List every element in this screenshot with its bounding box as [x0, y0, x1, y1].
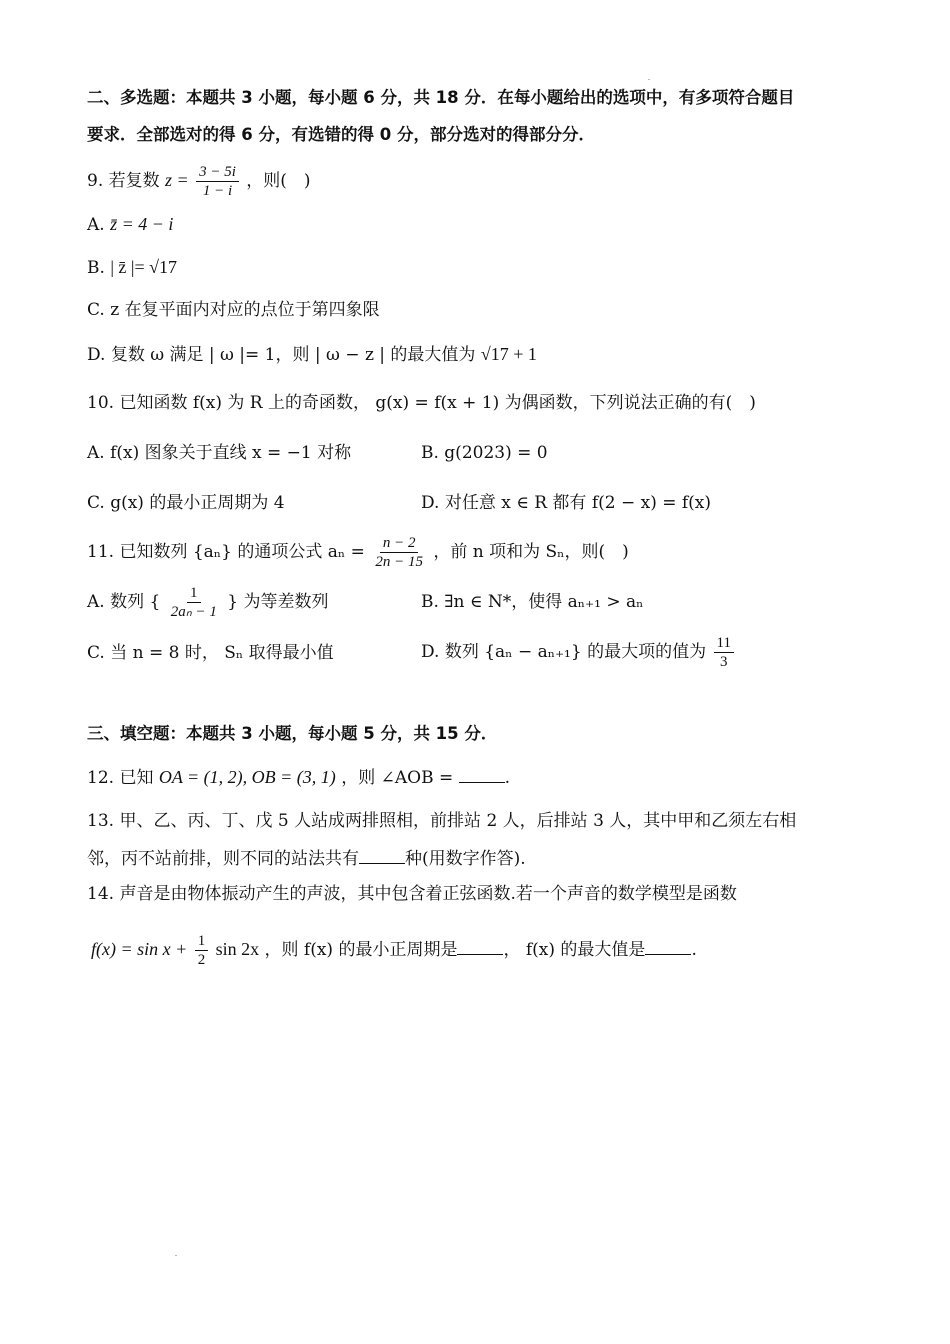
- q12: [87, 764, 510, 790]
- q11-option-d: [421, 634, 736, 671]
- q11-a-prefix: A. 数列 {: [87, 592, 161, 612]
- q9-option-d: [87, 342, 537, 367]
- q11-d-fraction: [714, 634, 734, 671]
- q11-a-fraction: [168, 584, 220, 621]
- q13-line2: [87, 845, 526, 871]
- q14-f-suffix: sin 2x: [215, 939, 260, 959]
- q11-option-b: B. ∃n ∈ N*，使得 aₙ₊₁ > aₙ: [421, 592, 644, 612]
- q11-den: 2n − 15: [375, 554, 423, 570]
- q12-vectors: OA = (1, 2), OB = (3, 1): [158, 767, 336, 787]
- q9-d-text: D. 复数 ω 满足 | ω |= 1，则 | ω − z | 的最大值为: [87, 345, 476, 365]
- q11-d-num: 11: [714, 634, 734, 653]
- q14-fraction: [195, 932, 209, 969]
- q9-a-label: A.: [87, 215, 105, 235]
- q13-answer-blank[interactable]: [359, 845, 405, 864]
- q10-option-a: A. f(x) 图象关于直线 x = −1 对称: [87, 443, 352, 463]
- q11-a-num: 1: [187, 584, 201, 603]
- q14-f-prefix: f(x) = sin x +: [91, 939, 188, 959]
- q12-suffix: .: [504, 768, 511, 788]
- q9-den: 1 − i: [202, 183, 233, 199]
- q11-stem-prefix: 11. 已知数列 {aₙ} 的通项公式 aₙ =: [87, 542, 365, 562]
- q9-option-b: [87, 255, 177, 280]
- q9-option-c: C. z 在复平面内对应的点位于第四象限: [87, 300, 380, 320]
- q9-a-math: z̄ = 4 − i: [110, 214, 174, 234]
- section3-title: 三、填空题：本题共 3 小题，每小题 5 分，共 15 分．: [87, 724, 498, 743]
- section2-line1: 二、多选题：本题共 3 小题，每小题 6 分，共 18 分．在每小题给出的选项中，有多项符合题目: [87, 88, 795, 107]
- q10-option-c: C. g(x) 的最小正周期为 4: [87, 493, 285, 513]
- q14-line2: [91, 929, 697, 970]
- q14-mid3: f(x) 的最大值是: [525, 940, 646, 960]
- q9-b-label: B.: [87, 258, 105, 278]
- q11-option-a: [87, 584, 328, 621]
- section2-line2: 要求．全部选对的得 6 分，有选错的得 0 分，部分选对的得部分分．: [87, 125, 595, 144]
- q12-prefix: 12. 已知: [87, 768, 154, 788]
- q14-den: 2: [197, 952, 206, 968]
- q9-d-math: √17 + 1: [480, 344, 537, 364]
- q11-option-c: C. 当 n = 8 时， Sₙ 取得最小值: [87, 643, 334, 663]
- q13-line2-prefix: 邻，丙不站前排，则不同的站法共有: [87, 849, 359, 869]
- q9-num: 3 − 5i: [196, 163, 239, 182]
- q14-end: .: [691, 940, 697, 960]
- q9-stem-prefix: 9. 若复数: [87, 171, 160, 191]
- q9-z-eq: z =: [165, 170, 189, 190]
- q9-option-a: [87, 212, 173, 237]
- q14-max-blank[interactable]: [645, 936, 691, 955]
- q11-fraction: [372, 534, 426, 571]
- q11-stem-suffix: ，前 n 项和为 Sₙ，则( ): [433, 542, 629, 562]
- q10-stem: 10. 已知函数 f(x) 为 R 上的奇函数， g(x) = f(x + 1) 为偶函数，下列说法正确的有( ): [87, 393, 756, 413]
- q12-mid: ，则 ∠AOB =: [341, 768, 454, 788]
- q12-answer-blank[interactable]: [459, 764, 505, 783]
- q14-num: 1: [195, 932, 209, 951]
- q10-option-d: D. 对任意 x ∈ R 都有 f(2 − x) = f(x): [421, 493, 712, 513]
- q11-d-prefix: D. 数列 {aₙ − aₙ₊₁} 的最大项的值为: [421, 642, 707, 662]
- q11-stem: [87, 534, 629, 571]
- q9-stem: [87, 162, 311, 200]
- q11-a-suffix: } 为等差数列: [227, 592, 329, 612]
- q10-option-b: B. g(2023) = 0: [421, 443, 548, 463]
- q9-b-math: | z̄ |= √17: [110, 257, 178, 277]
- scan-speck-bottom: [175, 1255, 177, 1256]
- q14-mid1: ，则 f(x) 的最小正周期是: [264, 940, 458, 960]
- q11-a-den: 2aₙ − 1: [170, 604, 217, 620]
- scan-speck: [648, 79, 650, 80]
- q9-stem-suffix: ，则( ): [246, 171, 311, 191]
- q14-period-blank[interactable]: [457, 936, 503, 955]
- q11-d-den: 3: [719, 654, 728, 670]
- q13-line1: 13. 甲、乙、丙、丁、戊 5 人站成两排照相，前排站 2 人，后排站 3 人，其中甲和乙须左右相: [87, 811, 797, 831]
- q9-fraction: [196, 163, 239, 200]
- q14-line1: 14. 声音是由物体振动产生的声波，其中包含着正弦函数.若一个声音的数学模型是函数: [87, 884, 737, 904]
- q13-line2-suffix: 种(用数字作答).: [405, 849, 526, 869]
- q14-mid2: ，: [503, 940, 521, 960]
- q11-num: n − 2: [380, 534, 419, 553]
